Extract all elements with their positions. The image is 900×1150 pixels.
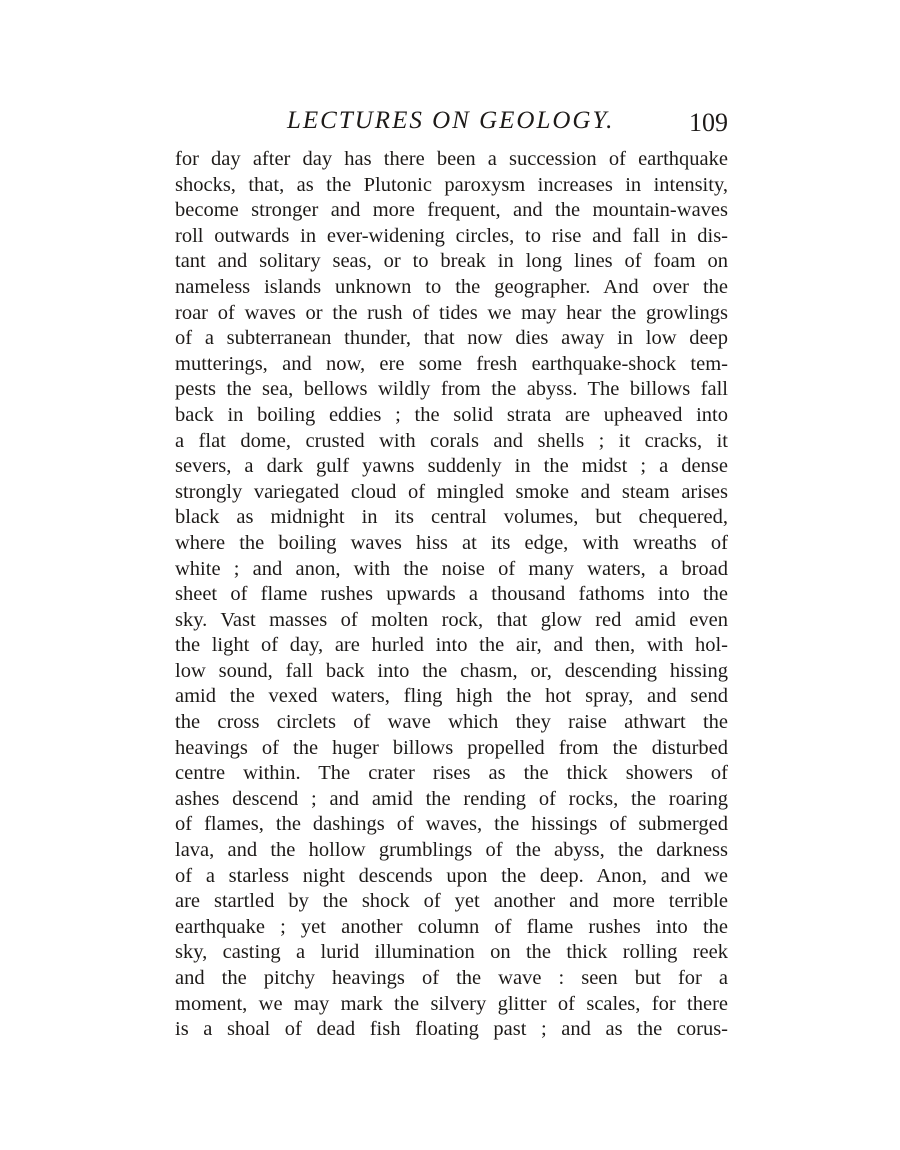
text-line: sky, casting a lurid illumination on the thick rolling reek xyxy=(175,941,728,964)
text-line: nameless islands unknown to the geographer. And over the xyxy=(175,275,728,298)
text-line: of a starless night descends upon the deep. Anon, and we xyxy=(175,864,728,887)
text-line: back in boiling eddies ; the solid strata are upheaved into xyxy=(175,403,728,426)
text-line: where the boiling waves hiss at its edge, with wreaths of xyxy=(175,531,728,554)
text-line: centre within. The crater rises as the thick showers of xyxy=(175,762,728,785)
text-line: of flames, the dashings of waves, the hissings of submerged xyxy=(175,813,728,836)
text-line: amid the vexed waters, fling high the hot spray, and send xyxy=(175,685,728,708)
text-line: sky. Vast masses of molten rock, that glow red amid even xyxy=(175,608,728,631)
text-line: moment, we may mark the silvery glitter of scales, for there xyxy=(175,992,728,1015)
text-line: lava, and the hollow grumblings of the abyss, the darkness xyxy=(175,839,728,862)
text-line: for day after day has there been a succession of earthquake xyxy=(175,148,728,170)
text-line: roll outwards in ever-widening circles, to rise and fall in dis- xyxy=(175,224,728,247)
text-line: a flat dome, crusted with corals and shells ; it cracks, it xyxy=(175,429,728,452)
text-line: mutterings, and now, ere some fresh earthquake-shock tem- xyxy=(175,352,728,375)
text-line: is a shoal of dead fish floating past ; and as the corus- xyxy=(175,1018,728,1041)
text-line: roar of waves or the rush of tides we may hear the growlings xyxy=(175,301,728,324)
text-line: black as midnight in its central volumes, but chequered, xyxy=(175,506,728,529)
running-title: LECTURES ON GEOLOGY. xyxy=(287,107,615,134)
text-line: strongly variegated cloud of mingled smoke and steam arises xyxy=(175,480,728,503)
text-line: are startled by the shock of yet another and more terrible xyxy=(175,890,728,913)
body-text xyxy=(175,147,728,1043)
text-line: heavings of the huger billows propelled from the disturbed xyxy=(175,736,728,759)
text-line: the cross circlets of wave which they raise athwart the xyxy=(175,711,728,734)
text-line: ashes descend ; and amid the rending of rocks, the roaring xyxy=(175,787,728,810)
text-line: pests the sea, bellows wildly from the abyss. The billows fall xyxy=(175,378,728,401)
text-line: earthquake ; yet another column of flame rushes into the xyxy=(175,915,728,938)
text-line: low sound, fall back into the chasm, or, descending hissing xyxy=(175,659,728,682)
text-line: white ; and anon, with the noise of many waters, a broad xyxy=(175,557,728,580)
text-line: of a subterranean thunder, that now dies away in low deep xyxy=(175,327,728,350)
text-line: severs, a dark gulf yawns suddenly in the midst ; a dense xyxy=(175,455,728,478)
text-line: tant and solitary seas, or to break in long lines of foam on xyxy=(175,250,728,273)
page-number: 109 xyxy=(689,108,728,137)
text-line: sheet of flame rushes upwards a thousand fathoms into the xyxy=(175,583,728,606)
text-line: and the pitchy heavings of the wave : seen but for a xyxy=(175,967,728,989)
text-line: become stronger and more frequent, and the mountain-waves xyxy=(175,199,728,222)
text-line: shocks, that, as the Plutonic paroxysm increases in intensity, xyxy=(175,173,728,196)
text-line: the light of day, are hurled into the air, and then, with hol- xyxy=(175,634,728,657)
running-head xyxy=(175,104,728,138)
